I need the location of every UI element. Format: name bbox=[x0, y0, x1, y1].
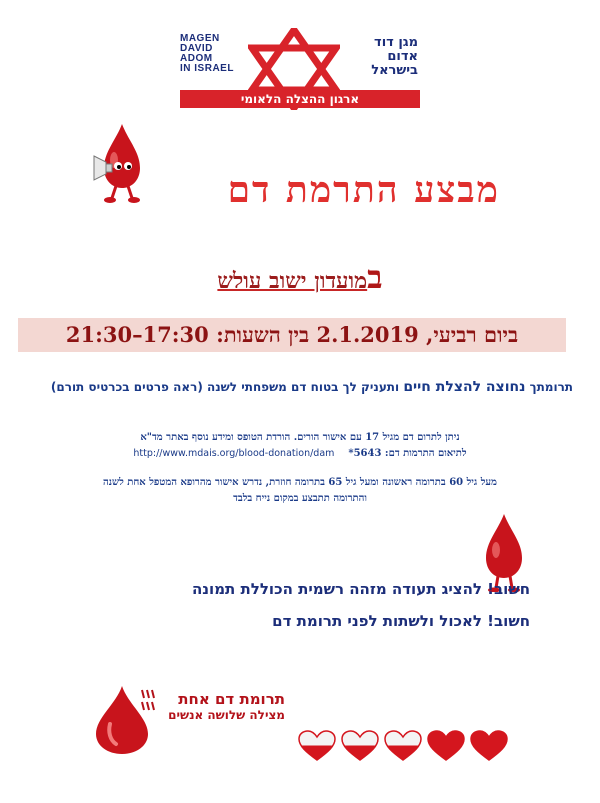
heart-icon bbox=[428, 731, 464, 760]
heart-icon bbox=[342, 731, 378, 760]
important-eat-note: חשוב! לאכול ולשתות לפני תרומת דם bbox=[272, 612, 530, 630]
heart-icon bbox=[299, 731, 335, 760]
senior-info-paragraph: מעל גיל 60 בתרומה ראשונה ומעל גיל 65 בתרומה חוזרת, נדרש אישור מהרופא המטפל אחת לשנה והתרומה תתבצע במקום נייח בלבד bbox=[103, 477, 497, 504]
contact-line: http://www.mdais.org/blood-donation/dam לתיאום התרמות דם: 5643* bbox=[133, 448, 467, 459]
age-info-paragraph: ניתן לתרום דם מגיל 17 עם אישור הורים. הורדת הטופס ומידע נוסף באתר מד"א http://www.mdais.org/blood-donation/dam לתיאום התרמות דם: 5643* bbox=[60, 430, 540, 462]
donation-paragraph: תרומתך נחוצה להצלת חיים ותעניק לך בטוח דם משפחתי לשנה (ראה פרטים בכרטיס תורם) bbox=[50, 379, 573, 395]
page-title: מבצע התרמת דם bbox=[227, 169, 500, 211]
mda-website-link[interactable]: http://www.mdais.org/blood-donation/dam bbox=[133, 448, 335, 459]
hearts-row bbox=[298, 730, 510, 762]
logo-hebrew-text: מגן דוד אדום בישראל bbox=[371, 35, 418, 78]
date-time-bar: ביום רביעי, 2.1.2019 בין השעות: 17:30–21:30 bbox=[18, 318, 566, 352]
important-id-note: חשוב! להציג תעודה מזהה רשמית הכוללת תמונה bbox=[191, 580, 530, 598]
logo-band: ארגון ההצלה הלאומי bbox=[180, 90, 420, 108]
venue-line bbox=[170, 258, 430, 296]
bottom-logo-text bbox=[150, 690, 285, 723]
venue-name: מועדון ישוב עולש bbox=[217, 268, 368, 294]
blood-drop-mascot-icon bbox=[92, 122, 144, 204]
heart-icon bbox=[471, 731, 507, 760]
venue-prefix: ב bbox=[367, 258, 383, 296]
heart-icon bbox=[385, 731, 421, 760]
bottom-logo-subtitle: מצילה שלושה אנשים bbox=[168, 708, 285, 722]
bottom-logo-title: תרומת דם אחת bbox=[178, 690, 285, 708]
emphasis-text: נחוצה להצלת חיים bbox=[403, 379, 526, 395]
logo-english-text: MAGEN DAVID ADOM IN ISRAEL bbox=[180, 33, 234, 74]
